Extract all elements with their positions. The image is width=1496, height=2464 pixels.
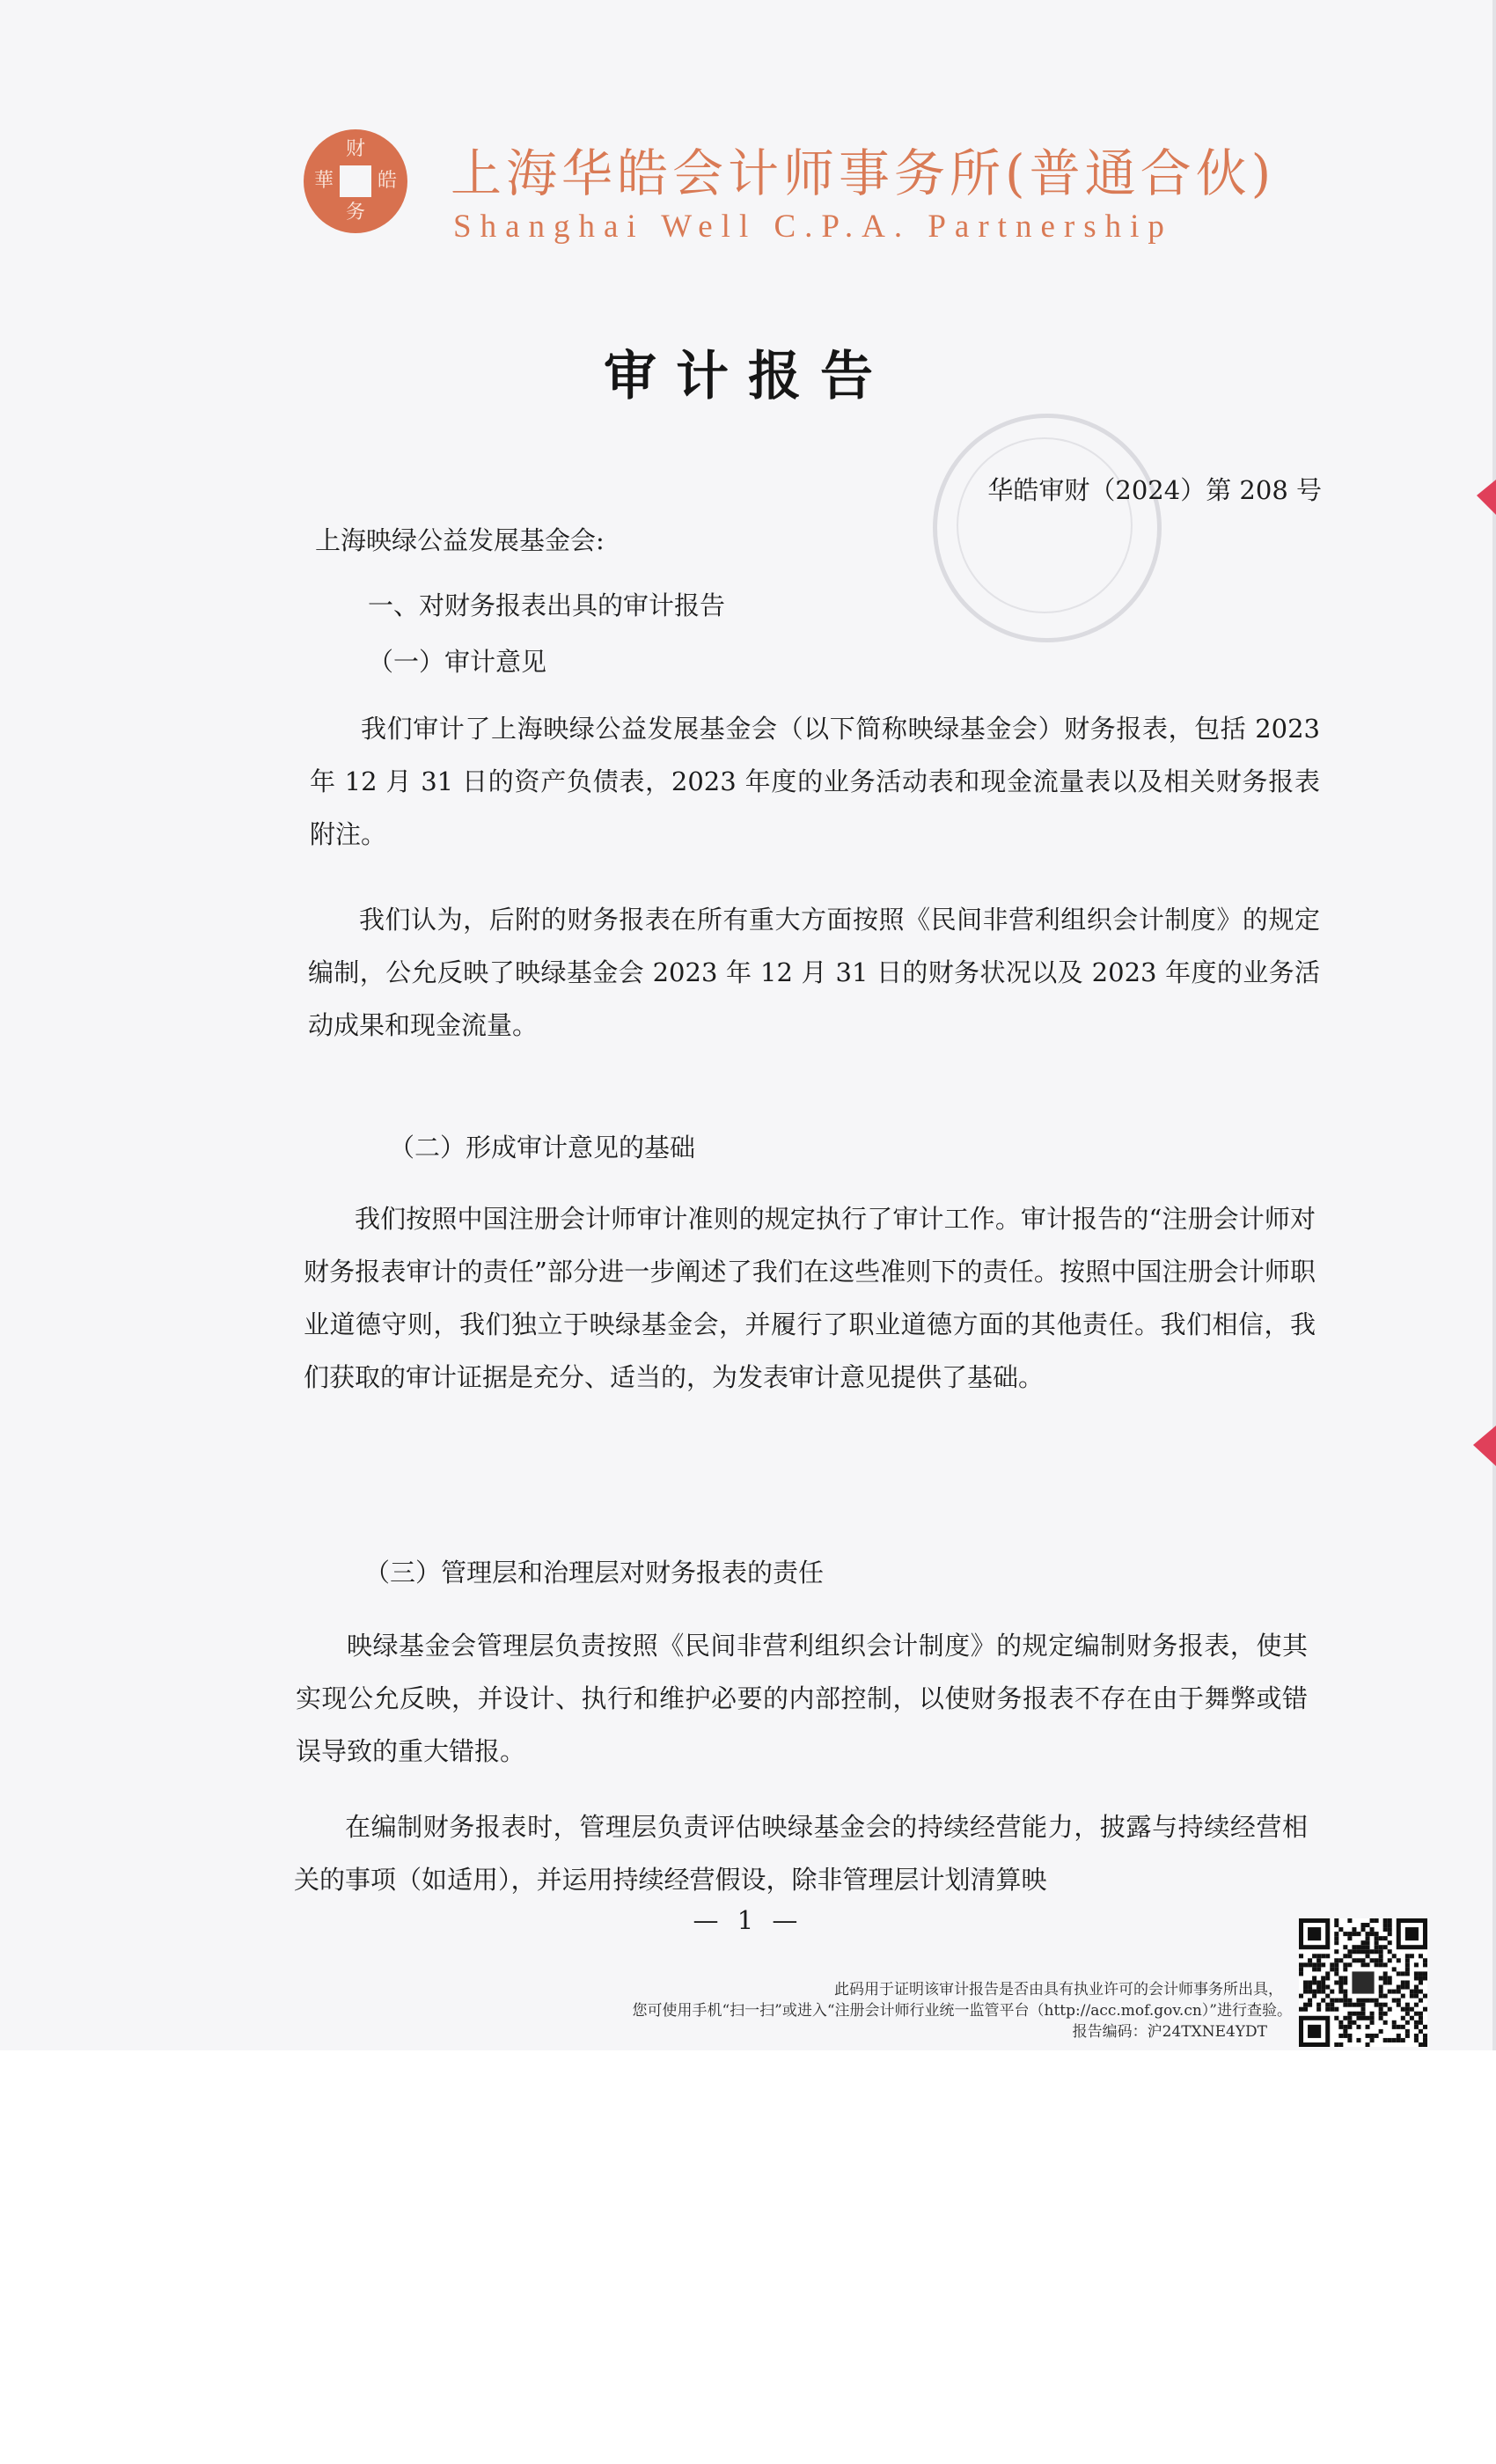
logo-char-left: 華 — [313, 170, 334, 192]
faint-seal-stamp — [933, 414, 1162, 642]
basis-heading: （二）形成审计意见的基础 — [389, 1133, 696, 1162]
addressee: 上海映绿公益发展基金会: — [315, 525, 605, 555]
logo-char-top: 财 — [345, 138, 365, 160]
opinion-paragraph-1: 我们审计了上海映绿公益发展基金会（以下简称映绿基金会）财务报表，包括 2023 年 12 月 31 日的资产负债表，2023 年度的业务活动表和现金流量表以及相关财务报表附注。 — [310, 714, 1320, 849]
footer-report-code: 报告编码：沪24TXNE4YDT — [1072, 2023, 1267, 2041]
opinion-heading: （一）审计意见 — [368, 647, 547, 677]
logo-char-right: 皓 — [377, 170, 397, 192]
footer-verification-line-1: 此码用于证明该审计报告是否由具有执业许可的会计师事务所出具， — [834, 1981, 1283, 1998]
report-number: 华皓审财（2024）第 208 号 — [987, 475, 1322, 505]
qr-code-icon — [1299, 1918, 1427, 2047]
red-edge-mark-top — [1468, 480, 1496, 515]
footer-verification-line-2: 您可使用手机“扫一扫”或进入“注册会计师行业统一监管平台（http://acc.mof.gov.cn）”进行查验。 — [632, 2002, 1292, 2020]
management-heading: （三）管理层和治理层对财务报表的责任 — [364, 1558, 825, 1588]
management-paragraph-2: 在编制财务报表时，管理层负责评估映绿基金会的持续经营能力，披露与持续经营相关的事项（如适用），并运用持续经营假设，除非管理层计划清算映 — [294, 1812, 1308, 1895]
firm-name-chinese: 上海华皓会计师事务所(普通合伙) — [451, 143, 1276, 203]
page-number: — 1 — — [693, 1905, 803, 1935]
verification-qr-code[interactable] — [1299, 1918, 1427, 2047]
page-edge — [1492, 0, 1496, 2050]
basis-paragraph: 我们按照中国注册会计师审计准则的规定执行了审计工作。审计报告的“注册会计师对财务报表审计的责任”部分进一步阐述了我们在这些准则下的责任。按照中国注册会计师职业道德守则，我们独立于映绿基金会，并履行了职业道德方面的其他责任。我们相信，我们获取的审计证据是充分、适当的，为发表审计意见提供了基础。 — [304, 1204, 1316, 1392]
firm-name-english: Shanghai Well C.P.A. Partnership — [453, 209, 1173, 245]
opinion-paragraph-2: 我们认为，后附的财务报表在所有重大方面按照《民间非营利组织会计制度》的规定编制，公允反映了映绿基金会 2023 年 12 月 31 日的财务状况以及 2023 年度的业务活动成果和现金流量。 — [308, 905, 1320, 1040]
management-paragraph-1: 映绿基金会管理层负责按照《民间非营利组织会计制度》的规定编制财务报表，使其实现公允反映，并设计、执行和维护必要的内部控制，以使财务报表不存在由于舞弊或错误导致的重大错报。 — [296, 1631, 1308, 1766]
logo-square-hole — [340, 165, 371, 197]
seal-inner-ring — [957, 437, 1133, 613]
section-heading: 一、对财务报表出具的审计报告 — [368, 590, 726, 620]
red-edge-mark-bottom — [1468, 1426, 1496, 1466]
logo-char-bottom: 务 — [345, 202, 365, 224]
report-title: 审计报告 — [604, 346, 892, 407]
firm-logo — [304, 129, 407, 233]
